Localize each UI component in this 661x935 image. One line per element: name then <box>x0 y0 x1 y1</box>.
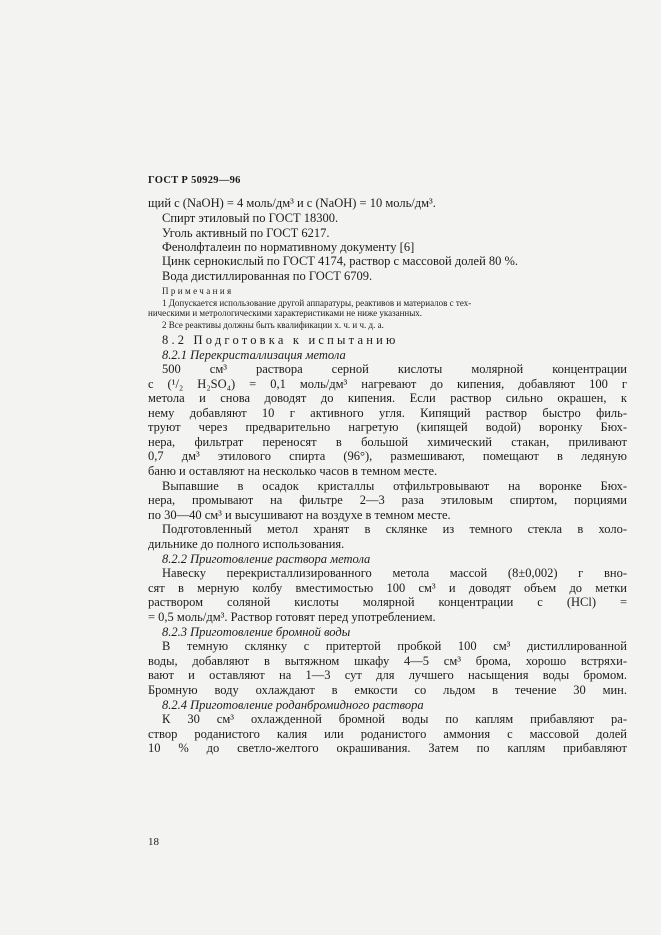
text-line: нера, фильтрат переносят в большой химический стакан, приливают <box>148 435 627 449</box>
text-line: нему добавляют 10 г активного угля. Кипящий раствор быстро филь- <box>148 406 627 420</box>
text-line: вают и оставляют на 1—3 сут для лучшего насыщения воды бромом. <box>148 668 627 682</box>
text-line: Фенолфталеин по нормативному документу [6] <box>162 240 415 254</box>
text-line: c (¹/₂ H₂SO₄) = 0,1 моль/дм³ нагревают до кипения, добавляют 100 г <box>148 377 627 391</box>
text-line: нера, промывают на фильтре 2—3 раза этиловым спиртом, порциями <box>148 493 627 507</box>
text-line: Уголь активный по ГОСТ 6217. <box>162 226 330 240</box>
text-line: Бромную воду охлаждают в емкости со льдом в течение 30 мин. <box>148 683 627 697</box>
text-line: створ роданистого калия или роданистого аммония с массовой долей <box>148 727 627 741</box>
note-line: 1 Допускается использование другой аппаратуры, реактивов и материалов с тех- <box>162 298 472 308</box>
notes-heading: Примечания <box>162 286 234 296</box>
text-line: метола и снова доводят до кипения. Если раствор сильно окрашен, к <box>148 391 627 405</box>
text-line: Спирт этиловый по ГОСТ 18300. <box>162 211 339 225</box>
text-line: К 30 см³ охлажденной бромной воды по каплям прибавляют ра- <box>162 712 627 726</box>
text-line: Навеску перекристаллизированного метола массой (8±0,002) г вно- <box>162 566 627 580</box>
note-line: 2 Все реактивы должны быть квалификации х. ч. и ч. д. а. <box>162 320 384 330</box>
subsection-heading: 8.2.4 Приготовление роданбромидного раствора <box>162 698 424 712</box>
section-heading: 8.2 Подготовка к испытанию <box>162 333 399 347</box>
text-line: В темную склянку с притертой пробкой 100 см³ дистиллированной <box>162 639 627 653</box>
text-line: сят в мерную колбу вместимостью 100 см³ и доводят объем до метки <box>148 581 627 595</box>
text-line: 10 % до светло-желтого окрашивания. Затем по каплям прибавляют <box>148 741 627 755</box>
text-line: щий c (NaOH) = 4 моль/дм³ и c (NaOH) = 10 моль/дм³. <box>148 196 436 210</box>
text-line: баню и оставляют на несколько часов в темном месте. <box>148 464 438 478</box>
page-number: 18 <box>148 836 159 848</box>
text-line: воды, добавляют в вытяжном шкафу 4—5 см³ брома, хорошо встряхи- <box>148 654 627 668</box>
document-header: ГОСТ Р 50929—96 <box>148 175 241 186</box>
note-line: ническими и метрологическими характеристиками не ниже указанных. <box>148 308 423 318</box>
text-line: Выпавшие в осадок кристаллы отфильтровывают на воронке Бюх- <box>162 479 627 493</box>
text-line: 500 см³ раствора серной кислоты молярной концентрации <box>162 362 627 376</box>
text-line: по 30—40 см³ и высушивают на воздухе в темном месте. <box>148 508 451 522</box>
text-line: Цинк сернокислый по ГОСТ 4174, раствор с массовой долей 80 %. <box>162 254 519 268</box>
text-line: дильнике до полного использования. <box>148 537 345 551</box>
text-line: раствором соляной кислоты молярной концентрации c (HCl) = <box>148 595 627 609</box>
subsection-heading: 8.2.3 Приготовление бромной воды <box>162 625 351 639</box>
text-line: Вода дистиллированная по ГОСТ 6709. <box>162 269 373 283</box>
text-line: Подготовленный метол хранят в склянке из темного стекла в холо- <box>162 522 627 536</box>
text-line: 0,7 дм³ этилового спирта (96°), размешивают, помещают в ледяную <box>148 449 627 463</box>
text-line: труют через предварительно нагретую (кипящей водой) воронку Бюх- <box>148 420 627 434</box>
subsection-heading: 8.2.1 Перекристаллизация метола <box>162 348 346 362</box>
subsection-heading: 8.2.2 Приготовление раствора метола <box>162 552 371 566</box>
text-line: = 0,5 моль/дм³. Раствор готовят перед употреблением. <box>148 610 436 624</box>
